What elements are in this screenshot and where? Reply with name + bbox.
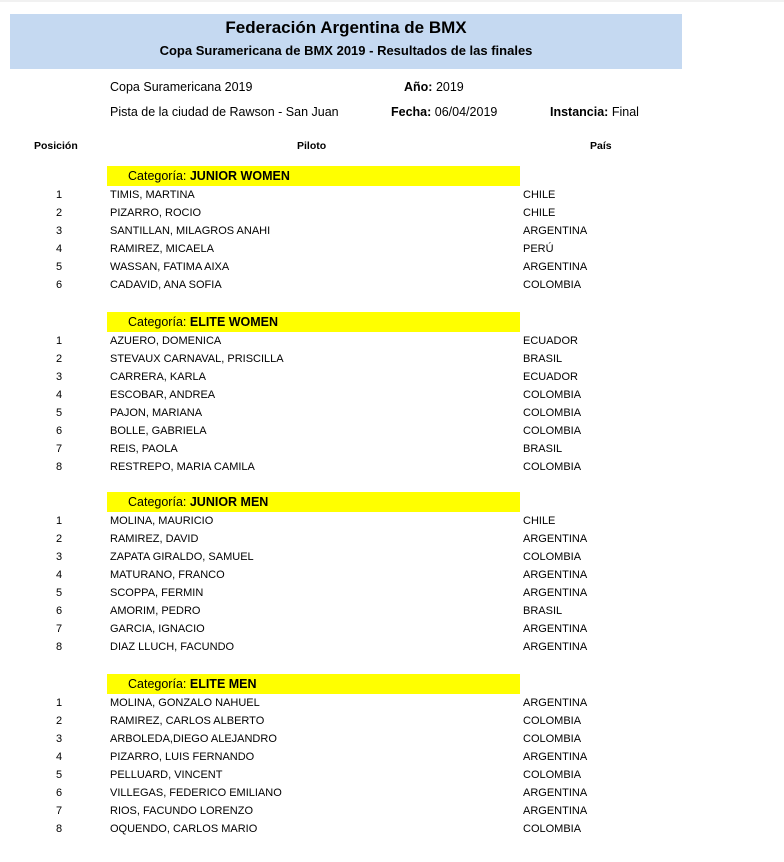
- rider-country: ARGENTINA: [523, 641, 588, 653]
- result-row: [0, 531, 784, 549]
- result-position: 4: [55, 569, 63, 581]
- event-name: Copa Suramericana 2019: [110, 80, 253, 94]
- rider-country: COLOMBIA: [523, 425, 582, 437]
- rider-country: COLOMBIA: [523, 769, 582, 781]
- instance-field: [550, 105, 639, 119]
- rider-name: RAMIREZ, DAVID: [110, 533, 199, 545]
- result-row: [0, 277, 784, 295]
- rider-name: REIS, PAOLA: [110, 443, 178, 455]
- date-field: [391, 105, 497, 119]
- result-position: 5: [55, 261, 63, 273]
- rider-name: MATURANO, FRANCO: [110, 569, 225, 581]
- result-row: [0, 241, 784, 259]
- result-position: 8: [55, 823, 63, 835]
- rider-name: OQUENDO, CARLOS MARIO: [110, 823, 258, 835]
- result-row: [0, 785, 784, 803]
- result-position: 1: [55, 335, 63, 347]
- document-subtitle: Copa Suramericana de BMX 2019 - Resultados de las finales: [159, 43, 533, 58]
- rider-name: PIZARRO, LUIS FERNANDO: [110, 751, 255, 763]
- category-label: Categoría:: [128, 315, 187, 329]
- rider-country: COLOMBIA: [523, 733, 582, 745]
- category-title: [128, 169, 290, 183]
- result-row: [0, 731, 784, 749]
- result-row: [0, 695, 784, 713]
- rider-name: WASSAN, FATIMA AIXA: [110, 261, 230, 273]
- rider-country: PERÚ: [523, 243, 554, 255]
- result-position: 3: [55, 371, 63, 383]
- result-row: [0, 369, 784, 387]
- rider-name: MOLINA, GONZALO NAHUEL: [110, 697, 260, 709]
- result-row: [0, 549, 784, 567]
- result-row: [0, 749, 784, 767]
- rider-country: COLOMBIA: [523, 551, 582, 563]
- rider-name: ESCOBAR, ANDREA: [110, 389, 216, 401]
- rider-name: TIMIS, MARTINA: [110, 189, 195, 201]
- rider-country: ARGENTINA: [523, 787, 588, 799]
- rider-country: ARGENTINA: [523, 569, 588, 581]
- category-name: JUNIOR MEN: [189, 495, 269, 509]
- rider-country: ARGENTINA: [523, 697, 588, 709]
- rider-country: ARGENTINA: [523, 587, 588, 599]
- result-row: [0, 803, 784, 821]
- category-header: [107, 312, 520, 332]
- result-row: [0, 205, 784, 223]
- result-row: [0, 767, 784, 785]
- rider-name: GARCIA, IGNACIO: [110, 623, 205, 635]
- rider-country: BRASIL: [523, 443, 563, 455]
- rider-name: AMORIM, PEDRO: [110, 605, 201, 617]
- result-position: 6: [55, 425, 63, 437]
- result-position: 6: [55, 605, 63, 617]
- result-row: [0, 585, 784, 603]
- instance-value: Final: [611, 105, 639, 119]
- result-row: [0, 423, 784, 441]
- category-label: Categoría:: [128, 169, 187, 183]
- rider-name: PAJON, MARIANA: [110, 407, 203, 419]
- result-row: [0, 405, 784, 423]
- result-position: 1: [55, 515, 63, 527]
- result-row: [0, 603, 784, 621]
- result-position: 8: [55, 641, 63, 653]
- category-name: ELITE WOMEN: [189, 315, 279, 329]
- instance-label: Instancia:: [550, 105, 609, 119]
- rider-country: ARGENTINA: [523, 805, 588, 817]
- rider-name: RAMIREZ, MICAELA: [110, 243, 214, 255]
- category-label: Categoría:: [128, 677, 187, 691]
- result-row: [0, 259, 784, 277]
- rider-country: ARGENTINA: [523, 261, 588, 273]
- rider-country: ECUADOR: [523, 335, 579, 347]
- rider-name: ZAPATA GIRALDO, SAMUEL: [110, 551, 254, 563]
- rider-country: ECUADOR: [523, 371, 579, 383]
- result-row: [0, 639, 784, 657]
- rider-name: PIZARRO, ROCIO: [110, 207, 202, 219]
- result-row: [0, 713, 784, 731]
- result-position: 8: [55, 461, 63, 473]
- rider-country: CHILE: [523, 207, 556, 219]
- rider-country: COLOMBIA: [523, 407, 582, 419]
- result-position: 4: [55, 389, 63, 401]
- result-position: 7: [55, 623, 63, 635]
- rider-name: MOLINA, MAURICIO: [110, 515, 214, 527]
- document-header: [10, 14, 682, 69]
- result-position: 4: [55, 243, 63, 255]
- result-row: [0, 333, 784, 351]
- rider-country: CHILE: [523, 515, 556, 527]
- venue: Pista de la ciudad de Rawson - San Juan: [110, 105, 339, 119]
- result-position: 6: [55, 279, 63, 291]
- date-label: Fecha:: [391, 105, 432, 119]
- result-position: 5: [55, 769, 63, 781]
- result-position: 2: [55, 715, 63, 727]
- result-position: 2: [55, 207, 63, 219]
- rider-name: CARRERA, KARLA: [110, 371, 206, 383]
- document-title: Federación Argentina de BMX: [225, 18, 467, 37]
- result-position: 7: [55, 443, 63, 455]
- result-position: 5: [55, 587, 63, 599]
- rider-country: COLOMBIA: [523, 461, 582, 473]
- rider-name: RAMIREZ, CARLOS ALBERTO: [110, 715, 265, 727]
- result-row: [0, 223, 784, 241]
- category-title: [128, 315, 278, 329]
- date-value: 06/04/2019: [434, 105, 498, 119]
- result-row: [0, 351, 784, 369]
- rider-name: STEVAUX CARNAVAL, PRISCILLA: [110, 353, 284, 365]
- rider-name: SCOPPA, FERMIN: [110, 587, 204, 599]
- result-row: [0, 621, 784, 639]
- result-position: 3: [55, 733, 63, 745]
- result-position: 4: [55, 751, 63, 763]
- rider-country: ARGENTINA: [523, 225, 588, 237]
- result-position: 5: [55, 407, 63, 419]
- result-row: [0, 441, 784, 459]
- result-position: 6: [55, 787, 63, 799]
- rider-country: CHILE: [523, 189, 556, 201]
- rider-name: RESTREPO, MARIA CAMILA: [110, 461, 255, 473]
- rider-country: BRASIL: [523, 353, 563, 365]
- rider-name: DIAZ LLUCH, FACUNDO: [110, 641, 235, 653]
- rider-name: BOLLE, GABRIELA: [110, 425, 207, 437]
- rider-name: CADAVID, ANA SOFIA: [110, 279, 222, 291]
- result-position: 2: [55, 533, 63, 545]
- rider-country: COLOMBIA: [523, 279, 582, 291]
- rider-country: ARGENTINA: [523, 623, 588, 635]
- rider-name: AZUERO, DOMENICA: [110, 335, 222, 347]
- result-position: 3: [55, 551, 63, 563]
- column-header-country: País: [590, 140, 612, 152]
- rider-country: COLOMBIA: [523, 823, 582, 835]
- category-title: [128, 677, 257, 691]
- result-position: 2: [55, 353, 63, 365]
- column-header-rider: Piloto: [297, 140, 327, 152]
- result-row: [0, 459, 784, 477]
- rider-name: VILLEGAS, FEDERICO EMILIANO: [110, 787, 282, 799]
- category-name: ELITE MEN: [189, 677, 257, 691]
- result-row: [0, 513, 784, 531]
- result-row: [0, 567, 784, 585]
- year-field: [404, 80, 464, 94]
- category-header: [107, 166, 520, 186]
- rider-country: ARGENTINA: [523, 751, 588, 763]
- rider-name: SANTILLAN, MILAGROS ANAHI: [110, 225, 271, 237]
- year-label: Año:: [404, 80, 433, 94]
- rider-name: ARBOLEDA,DIEGO ALEJANDRO: [110, 733, 277, 745]
- column-header-position: Posición: [34, 140, 78, 152]
- category-name: JUNIOR WOMEN: [189, 169, 290, 183]
- category-header: [107, 492, 520, 512]
- result-position: 1: [55, 189, 63, 201]
- rider-name: RIOS, FACUNDO LORENZO: [110, 805, 254, 817]
- result-row: [0, 187, 784, 205]
- rider-country: BRASIL: [523, 605, 563, 617]
- rider-name: PELLUARD, VINCENT: [110, 769, 223, 781]
- result-row: [0, 821, 784, 839]
- rider-country: COLOMBIA: [523, 389, 582, 401]
- rider-country: ARGENTINA: [523, 533, 588, 545]
- rider-country: COLOMBIA: [523, 715, 582, 727]
- result-position: 3: [55, 225, 63, 237]
- result-position: 1: [55, 697, 63, 709]
- top-divider: [0, 0, 784, 2]
- year-value: 2019: [435, 80, 464, 94]
- category-label: Categoría:: [128, 495, 187, 509]
- result-row: [0, 387, 784, 405]
- result-position: 7: [55, 805, 63, 817]
- category-header: [107, 674, 520, 694]
- category-title: [128, 495, 268, 509]
